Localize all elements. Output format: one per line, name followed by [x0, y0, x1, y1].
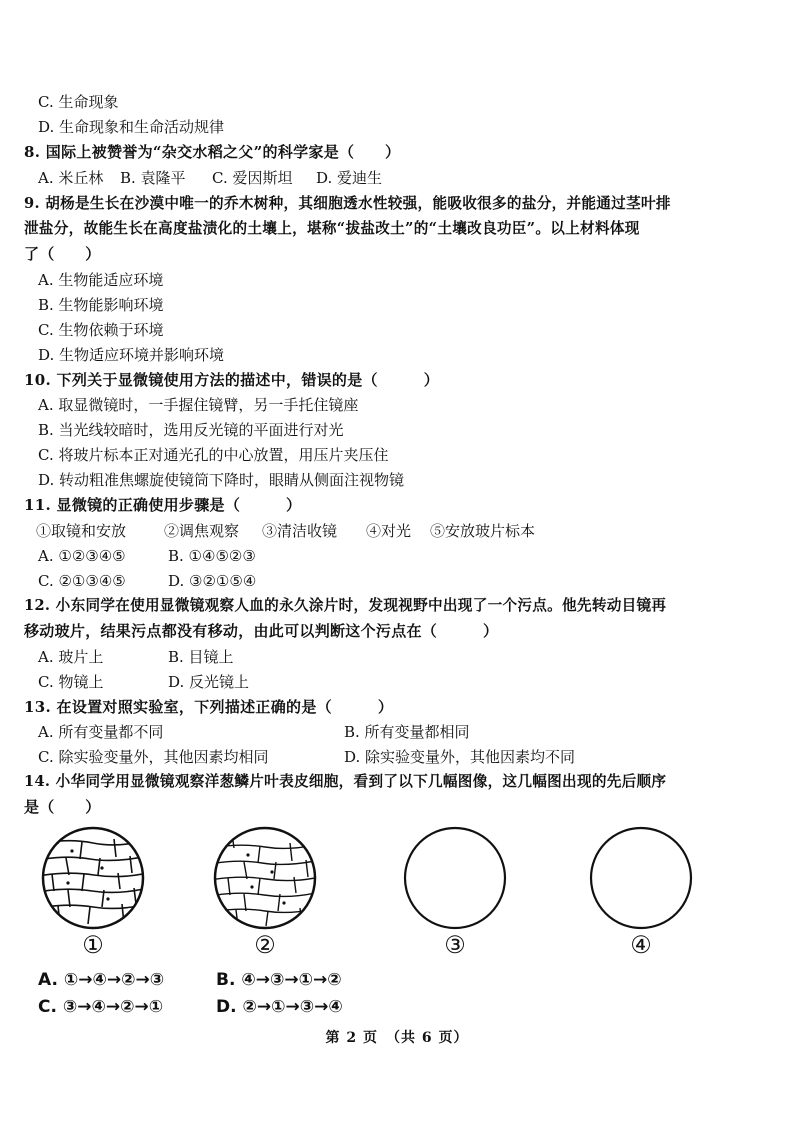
q11-step-3: ③清洁收镜: [262, 522, 338, 540]
q14-figure-4: [586, 826, 696, 966]
q9-stem-line-1: 9. 胡杨是生长在沙漠中唯一的乔木树种，其细胞透水性较强，能吸收很多的盐分，并能通过茎叶排: [24, 195, 671, 212]
q9-option-d: D. 生物适应环境并影响环境: [38, 346, 225, 364]
q8-option-d: D. 爱迪生: [316, 169, 383, 187]
q14-options-row-2: [38, 997, 343, 1017]
q9-stem-line-2: 泄盐分，故能生长在高度盐渍化的土壤上，堪称“拔盐改土”的“土壤改良功臣”。以上材料体现: [24, 220, 640, 237]
q14-figure-4-label: ④: [630, 931, 652, 959]
q14-figure-2: [210, 826, 320, 966]
q11-step-1: ①取镜和安放: [36, 522, 127, 540]
q12-stem-line-1: 12. 小东同学在使用显微镜观察人血的永久涂片时，发现视野中出现了一个污点。他先转动目镜再: [24, 597, 667, 614]
q14-option-b: B. ④→③→①→②: [216, 970, 342, 990]
q14-figure-3-label: ③: [444, 931, 466, 959]
q14-stem-line-2: 是（ ）: [24, 798, 101, 816]
q13-option-c: C. 除实验变量外，其他因素均相同: [38, 748, 269, 766]
q12-option-d: D. 反光镜上: [168, 673, 250, 691]
q11-option-c: C. ②①③④⑤: [38, 572, 126, 590]
q13-stem: 13. 在设置对照实验室，下列描述正确的是（ ）: [24, 698, 394, 716]
q10-option-b: B. 当光线较暗时，选用反光镜的平面进行对光: [38, 421, 344, 439]
q13-option-b: B. 所有变量都相同: [344, 723, 470, 741]
q13-options-row-1: [38, 722, 470, 742]
q14-figure-2-label: ②: [254, 931, 276, 959]
q9-option-c: C. 生物依赖于环境: [38, 321, 164, 339]
q11-step-2: ②调焦观察: [164, 522, 240, 540]
q11-stem: 11. 显微镜的正确使用步骤是（ ）: [24, 496, 302, 514]
q10-option-d: D. 转动粗准焦螺旋使镜筒下降时，眼睛从侧面注视物镜: [38, 471, 405, 489]
q10-stem: 10. 下列关于显微镜使用方法的描述中，错误的是（ ）: [24, 371, 440, 389]
q10-option-c: C. 将玻片标本正对通光孔的中心放置，用压片夹压住: [38, 446, 389, 464]
q7-option-d: D. 生命现象和生命活动规律: [38, 118, 225, 136]
onion-cells-view-2: [210, 826, 320, 930]
q8-options: [38, 168, 382, 188]
q14-option-a: A. ①→④→②→③: [38, 970, 165, 990]
q10-option-a: A. 取显微镜时，一手握住镜臂，另一手托住镜座: [38, 396, 359, 414]
q11-option-a: A. ①②③④⑤: [38, 547, 126, 565]
q14-figure-3: [400, 826, 510, 966]
q12-options-row-2: [38, 672, 249, 692]
q14-figure-1-label: ①: [82, 931, 104, 959]
q12-option-a: A. 玻片上: [38, 648, 104, 666]
empty-field-view-3: [400, 826, 510, 930]
q13-options-row-2: [38, 747, 575, 767]
q12-stem-line-2: 移动玻片，结果污点都没有移动，由此可以判断这个污点在（ ）: [24, 622, 499, 640]
q8-stem: 8. 国际上被赞誉为“杂交水稻之父”的科学家是（ ）: [24, 143, 401, 161]
page-footer: 第 2 页 （共 6 页）: [325, 1030, 469, 1046]
onion-cells-view-1: [38, 826, 148, 930]
q12-options-row-1: [38, 647, 234, 667]
q14-option-d: D. ②→①→③→④: [216, 997, 343, 1017]
q11-option-b: B. ①④⑤②③: [168, 547, 256, 565]
q11-step-5: ⑤安放玻片标本: [430, 522, 536, 540]
empty-field-view-4: [586, 826, 696, 930]
q12-option-b: B. 目镜上: [168, 648, 234, 666]
q11-options-row-1: [38, 546, 256, 566]
q13-option-a: A. 所有变量都不同: [38, 723, 164, 741]
q9-stem-line-3: 了（ ）: [24, 245, 101, 263]
q11-steps: [36, 521, 535, 541]
q11-step-4: ④对光: [366, 522, 412, 540]
q14-figures: [30, 826, 760, 966]
q12-option-c: C. 物镜上: [38, 673, 104, 691]
q14-option-c: C. ③→④→②→①: [38, 997, 164, 1017]
q14-figure-1: [38, 826, 148, 966]
q8-option-a: A. 米丘林: [38, 169, 104, 187]
q7-option-c: C. 生命现象: [38, 93, 119, 111]
q14-stem-line-1: 14. 小华同学用显微镜观察洋葱鳞片叶表皮细胞，看到了以下几幅图像，这几幅图出现的先后顺序: [24, 773, 667, 790]
q11-option-d: D. ③②①⑤④: [168, 572, 257, 590]
q9-option-b: B. 生物能影响环境: [38, 296, 164, 314]
q8-option-c: C. 爱因斯坦: [212, 169, 293, 187]
q14-options-row-1: [38, 970, 342, 990]
q8-option-b: B. 袁隆平: [120, 169, 186, 187]
q9-option-a: A. 生物能适应环境: [38, 271, 164, 289]
q13-option-d: D. 除实验变量外，其他因素均不同: [344, 748, 576, 766]
q11-options-row-2: [38, 571, 256, 591]
